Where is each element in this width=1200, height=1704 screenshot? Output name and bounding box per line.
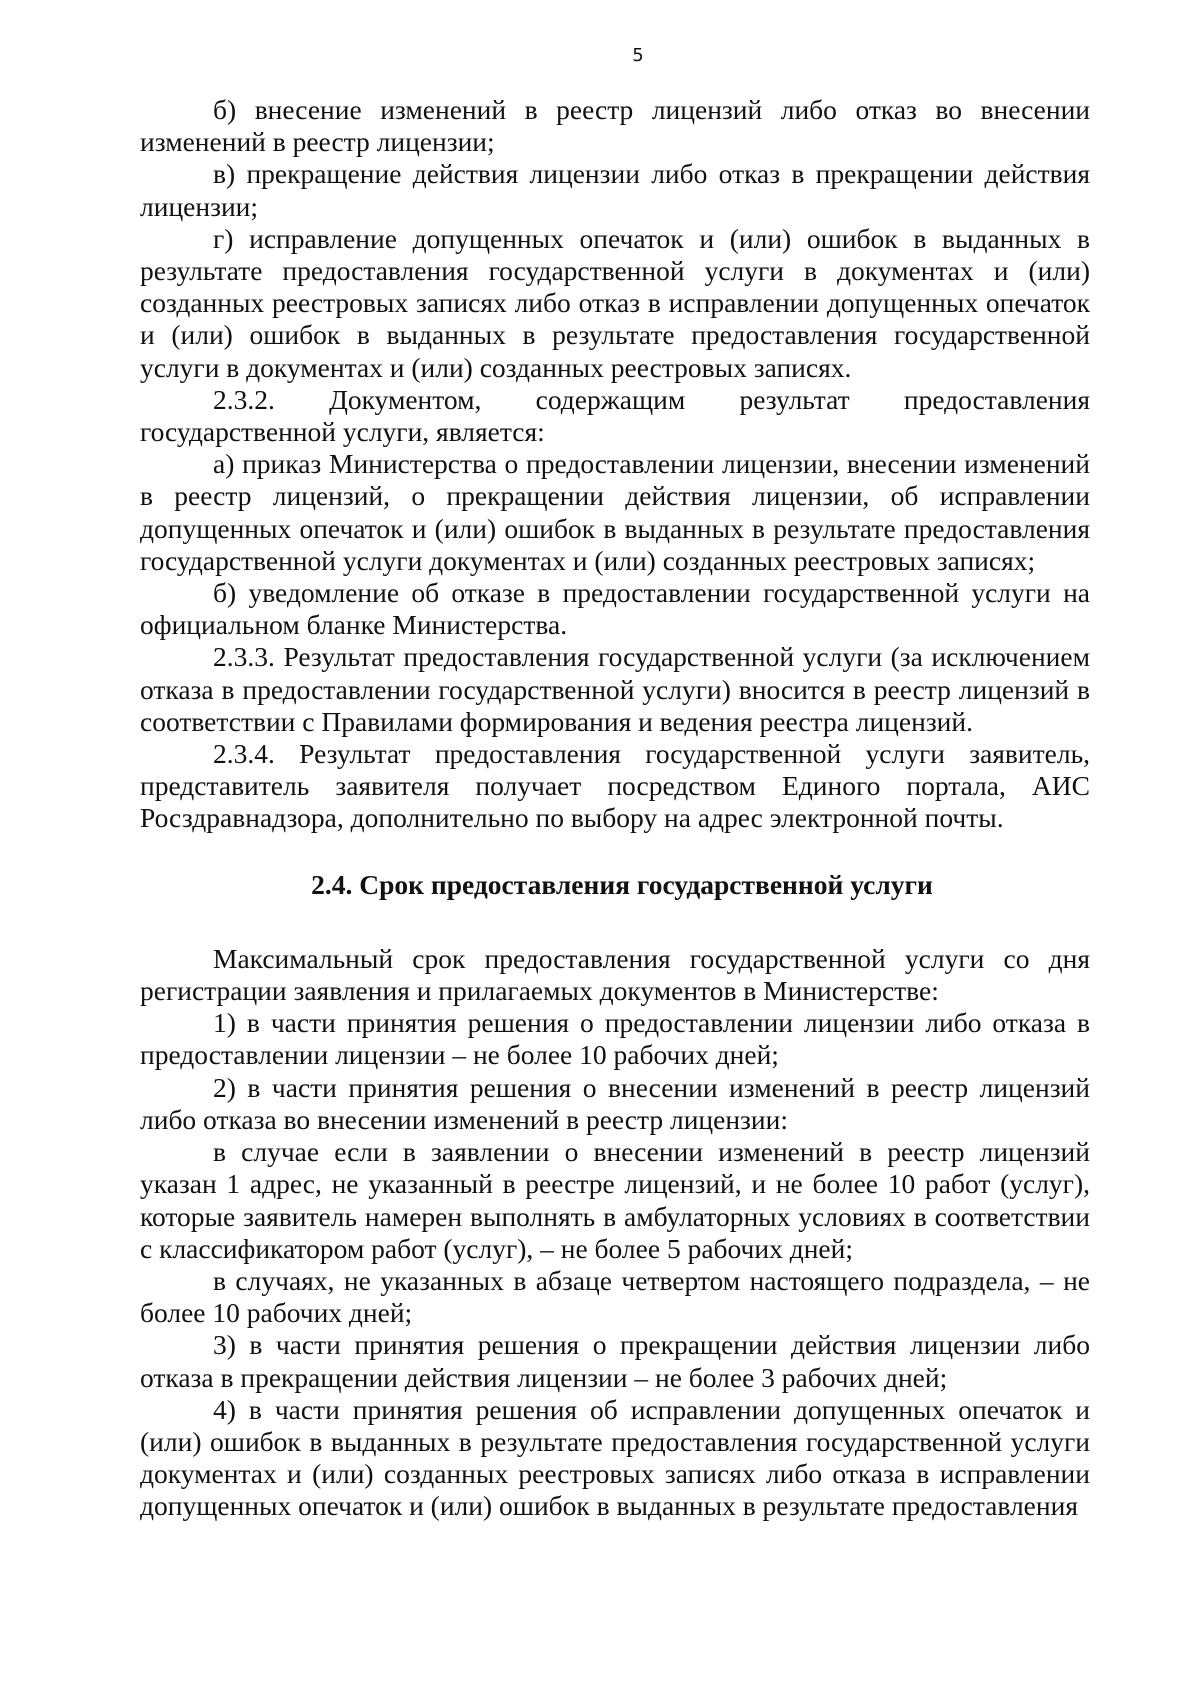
paragraph-2-3-2: 2.3.2. Документом, содержащим результат предоставления государственной услуги, является: [140,383,1090,448]
document-body [140,94,1090,1523]
paragraph-item-2-case-address: в случае если в заявлении о внесении изменений в реестр лицензий указан 1 адрес, не указанный в реестре лицензий, и не более 10 работ (услуг), которые заявитель намерен выполнять в амбулаторных условиях в соответствии с классификатором работ (услуг), – не более 5 рабочих дней; [140,1136,1090,1264]
section-heading: 2.4. Срок предоставления государственной услуги [311,868,933,900]
paragraph-a-order: а) приказ Министерства о предоставлении лицензии, внесении изменений в реестр лицензий, о прекращении действия лицензии, об исправлении допущенных опечаток и (или) ошибок в выданных в результате предоставления государственной услуги документах и (или) созданных реестровых записях; [140,448,1090,576]
paragraph-item-1: 1) в части принятия решения о предоставлении лицензии либо отказа в предоставлении лицензии – не более 10 рабочих дней; [140,1007,1090,1071]
paragraph-max-term: Максимальный срок предоставления государственной услуги со дня регистрации заявления и прилагаемых документов в Министерстве: [140,942,1090,1007]
paragraph-item-3: 3) в части принятия решения о прекращении действия лицензии либо отказа в прекращении действия лицензии – не более 3 рабочих дней; [140,1329,1090,1393]
paragraph-b-refusal-notice: б) уведомление об отказе в предоставлении государственной услуги на официальном бланке Министерства. [140,577,1090,641]
paragraph-g-corrections: г) исправление допущенных опечаток и (или) ошибок в выданных в результате предоставления государственной услуги в документах и (или) созданных реестровых записях либо отказ в исправлении допущенных опечаток и (или) ошибок в выданных в результате предоставления государственной услуги в документах и (или) созданных реестровых записях. [140,222,1090,383]
page-number: 5 [632,45,644,66]
paragraph-2-3-3: 2.3.3. Результат предоставления государственной услуги (за исключением отказа в предоставлении государственной услуги) вносится в реестр лицензий в соответствии с Правилами формирования и ведения реестра лицензий. [140,641,1090,737]
paragraph-v-termination: в) прекращение действия лицензии либо отказ в прекращении действия лицензии; [140,158,1090,222]
paragraph-2-3-4: 2.3.4. Результат предоставления государственной услуги заявитель, представитель заявителя получает посредством Единого портала, АИС Росздравнадзора, дополнительно по выбору на адрес электронной почты. [140,738,1090,834]
paragraph-b-changes: б) внесение изменений в реестр лицензий либо отказ во внесении изменений в реестр лицензии; [140,94,1090,158]
paragraph-item-2: 2) в части принятия решения о внесении изменений в реестр лицензий либо отказа во внесении изменений в реестр лицензии: [140,1071,1090,1135]
paragraph-item-2-other-cases: в случаях, не указанных в абзаце четвертом настоящего подраздела, – не более 10 рабочих дней; [140,1264,1090,1329]
paragraph-item-4: 4) в части принятия решения об исправлении допущенных опечаток и (или) ошибок в выданных в результате предоставления государственной услуги документах и (или) созданных реестровых записях либо отказа в исправлении допущенных опечаток и (или) ошибок в выданных в результате предоставления [140,1393,1090,1522]
